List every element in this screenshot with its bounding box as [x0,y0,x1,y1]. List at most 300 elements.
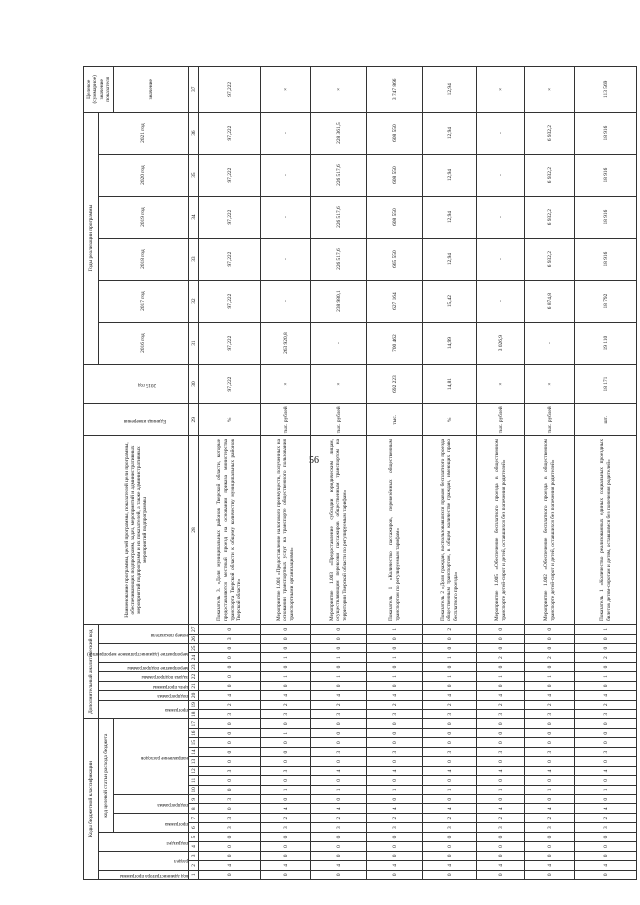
code-cell: 3 [311,747,367,756]
column-number: 12 [189,766,199,775]
code-cell: 0 [575,662,637,671]
code-cell: 2 [311,813,367,822]
code-cell: 3 [575,710,637,719]
column-number: 17 [189,719,199,729]
code-cell: 3 [367,823,423,832]
code-cell: 1 [311,653,367,662]
value-cell: 97,222 [199,154,261,196]
code-cell: 0 [199,719,261,729]
code-cell: 2 [477,700,525,709]
code-cell: 0 [367,870,423,879]
row-name: Мероприятие 1.005 «Обеспечение бесплатного проезда в общественном транспорте детей-сирот и детей, оставшихся без попечения родителей» [477,436,525,625]
code-cell: 0 [199,662,261,671]
value-cell: - [261,238,311,280]
value-cell: - [477,238,525,280]
rotated-table-page [83,66,612,880]
code-cell: 0 [477,634,525,643]
code-cell: 2 [477,813,525,822]
code-cell: 0 [367,662,423,671]
col-goal-header: цель программы [152,683,188,689]
code-cell: 0 [261,662,311,671]
value-cell: 6 932,2 [525,196,575,238]
value-cell: 3 026,9 [477,322,525,364]
value-cell: 226 517,6 [311,154,367,196]
column-number: 1 [189,870,199,879]
code-cell: 0 [311,719,367,729]
code-cell: 4 [311,691,367,700]
value-cell: 14,99 [423,322,477,364]
column-number: 2 [189,861,199,870]
code-cell: 3 [367,747,423,756]
code-cell: 1 [261,785,311,794]
value-cell: × [525,364,575,404]
target-group-header: Целевое (суммарное) значение показателя [84,67,114,113]
code-cell: 0 [367,738,423,747]
code-cell: 0 [367,634,423,643]
row-name: Мероприятие 1.003 «Предоставление субсидии юридическим лицам, осуществляющим перевозки пассажиров общественным транспортом на территории Тверской области по регулируемым тарифам» [311,436,367,625]
code-cell: 2 [367,813,423,822]
column-number: 25 [189,643,199,652]
table-row [575,67,637,880]
code-cell: 0 [261,625,311,635]
column-number: 4 [189,842,199,851]
unit-column-header: Единица измерения [84,404,189,436]
row-unit: тыс. рублей [311,404,367,436]
column-number: 9 [189,795,199,804]
code-cell: 3 [311,710,367,719]
code-cell: 0 [311,662,367,671]
code-cell: 0 [199,804,261,813]
code-cell: 0 [261,832,311,841]
code-cell: 0 [261,634,311,643]
code-cell: 4 [261,861,311,870]
value-cell: 608 550 [367,154,423,196]
value-cell: - [525,322,575,364]
code-cell: 0 [311,832,367,841]
code-cell: 4 [575,861,637,870]
code-cell: 4 [199,691,261,700]
code-cell: 0 [261,681,311,690]
code-cell: 4 [311,804,367,813]
row-unit: % [423,404,477,436]
code-cell: 0 [199,643,261,652]
col-section-header: раздел [173,858,188,864]
code-cell: 0 [423,776,477,785]
column-number: 36 [189,112,199,154]
value-cell: 700 462 [367,322,423,364]
code-cell: 3 [575,747,637,756]
value-cell: 608 550 [367,112,423,154]
table-row [423,67,477,880]
code-cell: 0 [477,681,525,690]
code-cell: 0 [477,842,525,851]
code-cell: 0 [525,795,575,804]
code-cell: 3 [199,813,261,822]
col-admin-header: код администратора программы [119,872,188,878]
code-cell: 0 [261,870,311,879]
column-number: 24 [189,653,199,662]
value-cell: 18 916 [575,196,637,238]
code-cell: 3 [477,823,525,832]
code-cell: 0 [423,870,477,879]
value-cell: - [261,112,311,154]
code-cell: 1 [423,785,477,794]
row-name: Мероприятие 1.002 «Обеспечение бесплатного проезда в общественном транспорте детей-сирот и детей, оставшихся без попечения родителей» [525,436,575,625]
row-name: Показатель 2 «Доля граждан, воспользовавшихся правом бесплатного проезда общественным транспортом, в общем количестве граждан, имеющих право бесплатного проезда» [423,436,477,625]
code-cell: 0 [575,870,637,879]
column-number: 6 [189,823,199,832]
row-unit: тыс. рублей [477,404,525,436]
code-cell: 2 [423,813,477,822]
code-cell: 0 [311,681,367,690]
code-cell: 2 [423,700,477,709]
col-event-header: мероприятие (административное мероприятие) [86,650,188,656]
column-number: 35 [189,154,199,196]
code-cell: 1 [261,729,311,738]
code-cell: 0 [525,729,575,738]
code-cell: 0 [199,729,261,738]
code-cell: 0 [575,643,637,652]
code-cell: 1 [367,625,423,635]
code-cell: 0 [423,851,477,860]
code-cell: 0 [477,729,525,738]
code-cell: 0 [477,870,525,879]
row-unit: тыс. [367,404,423,436]
column-number: 30 [189,364,199,404]
code-cell: 0 [311,643,367,652]
code-cell: 0 [199,870,261,879]
code-cell: 3 [423,710,477,719]
code-cell: 4 [367,691,423,700]
code-cell: 0 [575,851,637,860]
code-cell: 0 [367,729,423,738]
target-value-header: значение [114,67,189,113]
expense-article-header: код целевой статьи расхода бюджета [99,719,114,832]
code-cell: 1 [423,653,477,662]
code-cell: 0 [477,643,525,652]
code-cell: 1 [477,785,525,794]
code-cell: 0 [423,738,477,747]
code-cell: 1 [367,653,423,662]
code-cell: 2 [575,653,637,662]
value-cell: 19 110 [575,322,637,364]
code-cell: 0 [261,643,311,652]
row-unit: тыс. рублей [261,404,311,436]
column-number: 37 [189,67,199,113]
value-cell: × [525,67,575,113]
code-cell: 0 [477,851,525,860]
code-cell: 4 [199,861,261,870]
value-cell: 18 916 [575,238,637,280]
code-cell: 0 [575,681,637,690]
column-number: 18 [189,710,199,719]
value-cell: 18 171 [575,364,637,404]
value-cell: 6 932,2 [525,154,575,196]
code-cell: 4 [367,861,423,870]
name-column-header: Наименование программы, целей программы, показателей цели программы, обеспечивающих подпрограмм, задач, мероприятий и административных мероприятий подпрограмм и их показателей, а также административных мероприятий подпрограммы [84,436,189,625]
code-cell: 0 [261,851,311,860]
column-number: 23 [189,662,199,671]
column-number: 15 [189,738,199,747]
value-cell: 228 361,5 [311,112,367,154]
code-cell: 2 [261,700,311,709]
col-a-subprogram-header: подпрограмма [156,693,188,699]
code-cell: 3 [575,823,637,832]
code-cell: 0 [477,662,525,671]
code-cell: 1 [311,785,367,794]
code-cell: 0 [423,842,477,851]
code-cell: 4 [423,691,477,700]
value-cell: 6 932,2 [525,238,575,280]
code-cell: 0 [477,832,525,841]
code-cell: 4 [367,766,423,775]
column-number: 3 [189,851,199,860]
code-cell: 2 [575,813,637,822]
row-name: Показатель 1 «Количество пассажиров, перевезённых общественным транспортом по регулируемым тарифам» [367,436,423,625]
code-cell: 0 [367,719,423,729]
code-cell: 1 [367,785,423,794]
column-number: 13 [189,757,199,766]
code-cell: 3 [199,766,261,775]
col-task-header: задача подпрограммы [141,674,188,680]
code-cell: 0 [199,776,261,785]
code-cell: 1 [575,672,637,681]
code-cell: 0 [525,625,575,635]
code-cell: 2 [367,700,423,709]
code-cell: 0 [367,795,423,804]
code-cell: 0 [423,634,477,643]
code-cell: 4 [477,691,525,700]
code-cell: 0 [199,842,261,851]
code-cell: 0 [525,832,575,841]
column-number: 33 [189,238,199,280]
value-cell: 12,94 [423,238,477,280]
code-cell: 3 [261,766,311,775]
value-cell: 692 223 [367,364,423,404]
code-cell: 0 [575,842,637,851]
value-cell: - [261,154,311,196]
value-cell: 113 569 [575,67,637,113]
code-cell: 4 [575,766,637,775]
value-cell: - [311,322,367,364]
code-cell: 0 [477,795,525,804]
value-cell: 12,94 [423,67,477,113]
value-cell: 12,94 [423,196,477,238]
code-cell: 4 [423,861,477,870]
code-cell: 0 [575,832,637,841]
code-cell: 0 [477,776,525,785]
code-cell: 0 [261,842,311,851]
code-cell: 0 [575,757,637,766]
code-cell: 4 [525,861,575,870]
code-cell: 0 [311,795,367,804]
row-name: Мероприятие 1.001 «Предоставление налогового преимуществ, полученных на основании транспортных услуг на транспорте общественного пользования транспортными организациями» [261,436,311,625]
extra-analytic-header: Дополнительный аналитический код [84,625,99,719]
value-cell: 263 920,8 [261,322,311,364]
value-cell: × [311,364,367,404]
code-cell: 4 [575,804,637,813]
code-cell: 0 [367,851,423,860]
code-cell: 1 [525,672,575,681]
value-cell: 18 792 [575,280,637,322]
col-subsection-header: подраздел [166,839,188,845]
row-unit: тыс. рублей [525,404,575,436]
code-cell: 0 [311,729,367,738]
code-cell: 0 [423,832,477,841]
column-number: 8 [189,804,199,813]
code-cell: 0 [525,634,575,643]
code-cell: 3 [525,747,575,756]
code-cell: 0 [575,634,637,643]
code-cell: 1 [261,672,311,681]
code-cell: 0 [261,719,311,729]
col-indicator-no-header: номер показателя [150,631,188,637]
budget-codes-header: Коды бюджетной классификации [84,719,99,880]
year-2016-header: 2016 год [99,322,189,364]
code-cell: 2 [525,813,575,822]
column-number: 21 [189,681,199,690]
code-cell: 3 [477,710,525,719]
column-number: 7 [189,813,199,822]
table-row [367,67,423,880]
value-cell: 608 550 [367,196,423,238]
code-cell: 0 [261,776,311,785]
code-cell: 0 [575,738,637,747]
value-cell: 226 517,6 [311,238,367,280]
value-cell: 6 874,8 [525,280,575,322]
code-cell: 1 [575,625,637,635]
code-cell: 3 [525,823,575,832]
value-cell: × [477,364,525,404]
code-cell: 0 [525,643,575,652]
col-direction-header: направление расходов [141,754,188,760]
code-cell: 3 [477,747,525,756]
year-2021-header: 2021 год [99,112,189,154]
code-cell: 2 [261,813,311,822]
value-cell: 3 747 866 [367,67,423,113]
column-number: 28 [189,436,199,625]
column-number: 31 [189,322,199,364]
code-cell: 3 [199,823,261,832]
code-cell: 0 [367,776,423,785]
value-cell: 97,222 [199,196,261,238]
code-cell: 4 [477,861,525,870]
program-table [83,66,637,880]
value-cell: 14,81 [423,364,477,404]
value-cell: - [477,196,525,238]
col-a-program-header: программа [164,707,188,713]
column-number: 34 [189,196,199,238]
code-cell: 3 [525,710,575,719]
value-cell: 627 164 [367,280,423,322]
value-cell: 12,94 [423,112,477,154]
code-cell: 2 [311,700,367,709]
code-cell: 0 [423,757,477,766]
value-cell: 226 517,6 [311,196,367,238]
code-cell: 0 [575,795,637,804]
code-cell: 0 [367,681,423,690]
page-number: 56 [309,455,319,466]
code-cell: 0 [199,851,261,860]
row-name: Показатель 3. «Доля муниципальных районов Тверской области, которые предоставляются местный проезд на основании приказа министерства транспорта Тверской области к общему количеству муниципальных районов Тверской области» [199,436,261,625]
code-cell: 4 [261,804,311,813]
code-cell: 1 [423,672,477,681]
code-cell: 0 [477,625,525,635]
value-cell: 6 932,2 [525,112,575,154]
code-cell: 0 [525,662,575,671]
code-cell: 2 [575,700,637,709]
value-cell: 97,222 [199,112,261,154]
code-cell: 0 [477,719,525,729]
code-cell: 0 [525,851,575,860]
code-cell: 0 [311,757,367,766]
code-cell: 0 [311,870,367,879]
row-name: Показатель 1 «Количество реализованных единых социальных проездных билетов детям-сиротам и детям, оставшимся без попечения родителей» [575,436,637,625]
code-cell: 4 [311,861,367,870]
code-cell: 0 [199,832,261,841]
column-number: 16 [189,729,199,738]
table-row [525,67,575,880]
code-cell: 2 [525,700,575,709]
code-cell: 0 [261,747,311,756]
value-cell: × [311,67,367,113]
value-cell: 97,222 [199,67,261,113]
table-row [261,67,311,880]
code-cell: 0 [311,634,367,643]
value-cell: × [261,364,311,404]
table-row [477,67,525,880]
value-cell: - [477,154,525,196]
code-cell: 4 [525,766,575,775]
value-cell: - [261,280,311,322]
value-cell: 97,222 [199,238,261,280]
code-cell: 3 [199,710,261,719]
table-row [311,67,367,880]
table-row [199,67,261,880]
column-number: 10 [189,785,199,794]
code-cell: 0 [261,757,311,766]
code-cell: 3 [261,710,311,719]
code-cell: 0 [423,719,477,729]
code-cell: 4 [525,804,575,813]
code-cell: 0 [525,776,575,785]
code-cell: 1 [525,785,575,794]
code-cell: 0 [525,842,575,851]
code-cell: 3 [199,795,261,804]
code-cell: 0 [525,757,575,766]
column-number: 22 [189,672,199,681]
code-cell: 0 [199,747,261,756]
header-row-1 [84,67,99,880]
code-cell: 0 [423,795,477,804]
code-cell: 0 [261,795,311,804]
code-cell: 1 [477,672,525,681]
col-subprogram-header: подпрограмма [157,801,188,807]
code-cell: 4 [423,804,477,813]
column-number: 26 [189,634,199,643]
value-cell: 18 916 [575,154,637,196]
year-2018-header: 2018 год [99,238,189,280]
code-cell: 0 [199,785,261,794]
code-cell: 3 [311,823,367,832]
code-cell: 0 [199,625,261,635]
code-cell: 2 [525,653,575,662]
code-cell: 0 [367,757,423,766]
column-number: 29 [189,404,199,436]
code-cell: 0 [477,757,525,766]
code-cell: 3 [261,823,311,832]
code-cell: 2 [199,700,261,709]
